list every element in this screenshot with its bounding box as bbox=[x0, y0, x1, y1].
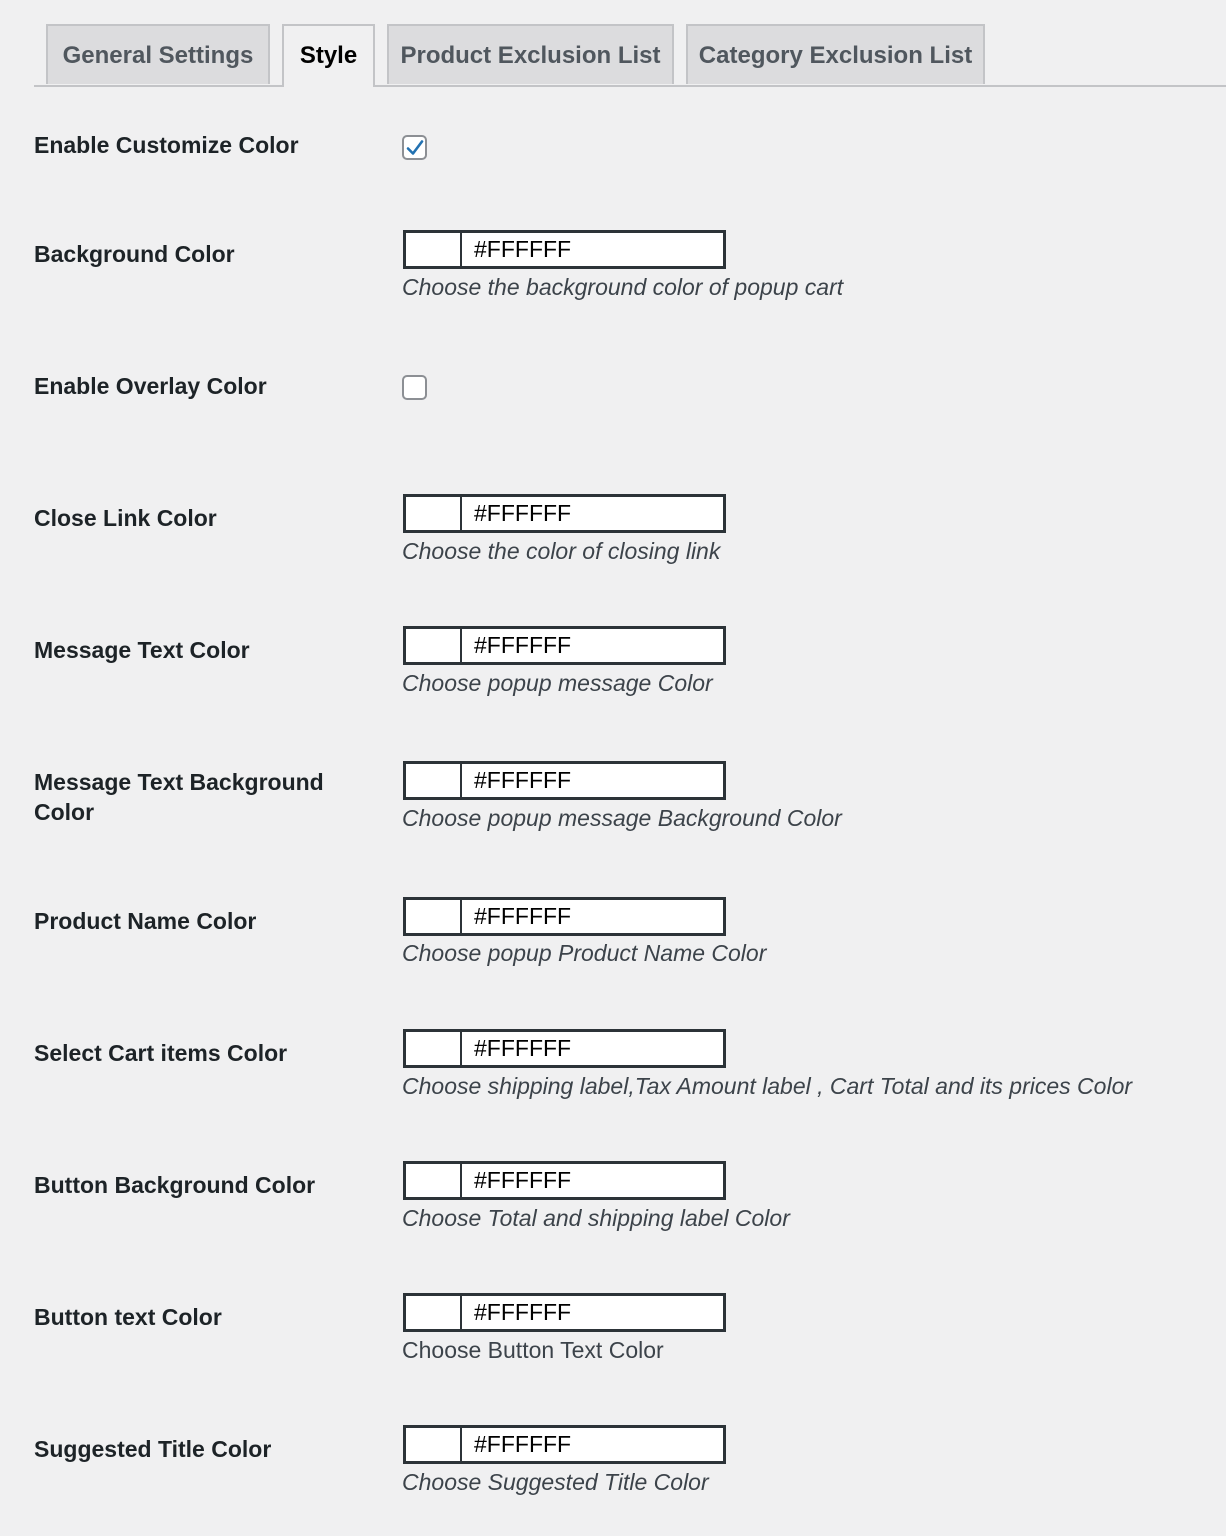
color-hex-value: #FFFFFF bbox=[474, 1299, 572, 1325]
close-link-color-label: Close Link Color bbox=[34, 505, 217, 531]
button-background-color-picker[interactable] bbox=[403, 1161, 726, 1200]
color-hex-value: #FFFFFF bbox=[474, 1167, 572, 1193]
color-swatch[interactable] bbox=[406, 900, 462, 933]
background-color-description: Choose the background color of popup cart bbox=[402, 274, 844, 300]
tab-general-settings[interactable]: General Settings bbox=[46, 24, 270, 84]
suggested-title-color-picker[interactable] bbox=[403, 1425, 726, 1464]
product-name-color-description: Choose popup Product Name Color bbox=[402, 940, 767, 966]
color-hex-value: #FFFFFF bbox=[474, 632, 572, 658]
color-hex-value: #FFFFFF bbox=[474, 500, 572, 526]
close-link-color-description: Choose the color of closing link bbox=[402, 538, 721, 564]
color-swatch[interactable] bbox=[406, 764, 462, 797]
button-background-color-label: Button Background Color bbox=[34, 1172, 316, 1198]
color-hex-value: #FFFFFF bbox=[474, 1035, 572, 1061]
button-text-color-description: Choose Button Text Color bbox=[402, 1337, 664, 1363]
message-text-color-picker[interactable] bbox=[403, 626, 726, 665]
color-swatch[interactable] bbox=[406, 1164, 462, 1197]
select-cart-items-color-description: Choose shipping label,Tax Amount label , Cart Total and its prices Color bbox=[402, 1073, 1133, 1099]
enable-overlay-color-label: Enable Overlay Color bbox=[34, 373, 267, 399]
button-text-color-label: Button text Color bbox=[34, 1304, 222, 1330]
checkmark-icon bbox=[405, 138, 425, 158]
message-text-background-color-description: Choose popup message Background Color bbox=[402, 805, 842, 831]
label-line: Color bbox=[34, 799, 95, 825]
color-hex-value: #FFFFFF bbox=[474, 236, 572, 262]
enable-customize-color-checkbox[interactable] bbox=[402, 135, 427, 160]
background-color-label: Background Color bbox=[34, 241, 235, 267]
select-cart-items-color-label: Select Cart items Color bbox=[34, 1040, 288, 1066]
color-swatch[interactable] bbox=[406, 233, 462, 266]
button-text-color-picker[interactable] bbox=[403, 1293, 726, 1332]
tab-style[interactable]: Style bbox=[282, 24, 375, 87]
close-link-color-picker[interactable] bbox=[403, 494, 726, 533]
tab-product-exclusion-list[interactable]: Product Exclusion List bbox=[387, 24, 674, 84]
settings-tabs bbox=[34, 24, 1226, 87]
enable-overlay-color-checkbox[interactable] bbox=[402, 375, 427, 400]
message-text-color-description: Choose popup message Color bbox=[402, 670, 713, 696]
suggested-title-color-label: Suggested Title Color bbox=[34, 1436, 272, 1462]
product-name-color-label: Product Name Color bbox=[34, 908, 257, 934]
button-background-color-description: Choose Total and shipping label Color bbox=[402, 1205, 790, 1231]
color-swatch[interactable] bbox=[406, 1296, 462, 1329]
message-text-background-color-picker[interactable] bbox=[403, 761, 726, 800]
color-swatch[interactable] bbox=[406, 1428, 462, 1461]
enable-customize-color-label: Enable Customize Color bbox=[34, 132, 299, 158]
color-hex-value: #FFFFFF bbox=[474, 903, 572, 929]
background-color-picker[interactable] bbox=[403, 230, 726, 269]
color-swatch[interactable] bbox=[406, 629, 462, 662]
suggested-title-color-description: Choose Suggested Title Color bbox=[402, 1469, 709, 1495]
color-swatch[interactable] bbox=[406, 1032, 462, 1065]
message-text-background-color-label bbox=[34, 767, 364, 827]
color-hex-value: #FFFFFF bbox=[474, 767, 572, 793]
message-text-color-label: Message Text Color bbox=[34, 637, 250, 663]
tab-category-exclusion-list[interactable]: Category Exclusion List bbox=[686, 24, 985, 84]
color-swatch[interactable] bbox=[406, 497, 462, 530]
product-name-color-picker[interactable] bbox=[403, 897, 726, 936]
color-hex-value: #FFFFFF bbox=[474, 1431, 572, 1457]
label-line: Message Text Background bbox=[34, 769, 324, 795]
select-cart-items-color-picker[interactable] bbox=[403, 1029, 726, 1068]
